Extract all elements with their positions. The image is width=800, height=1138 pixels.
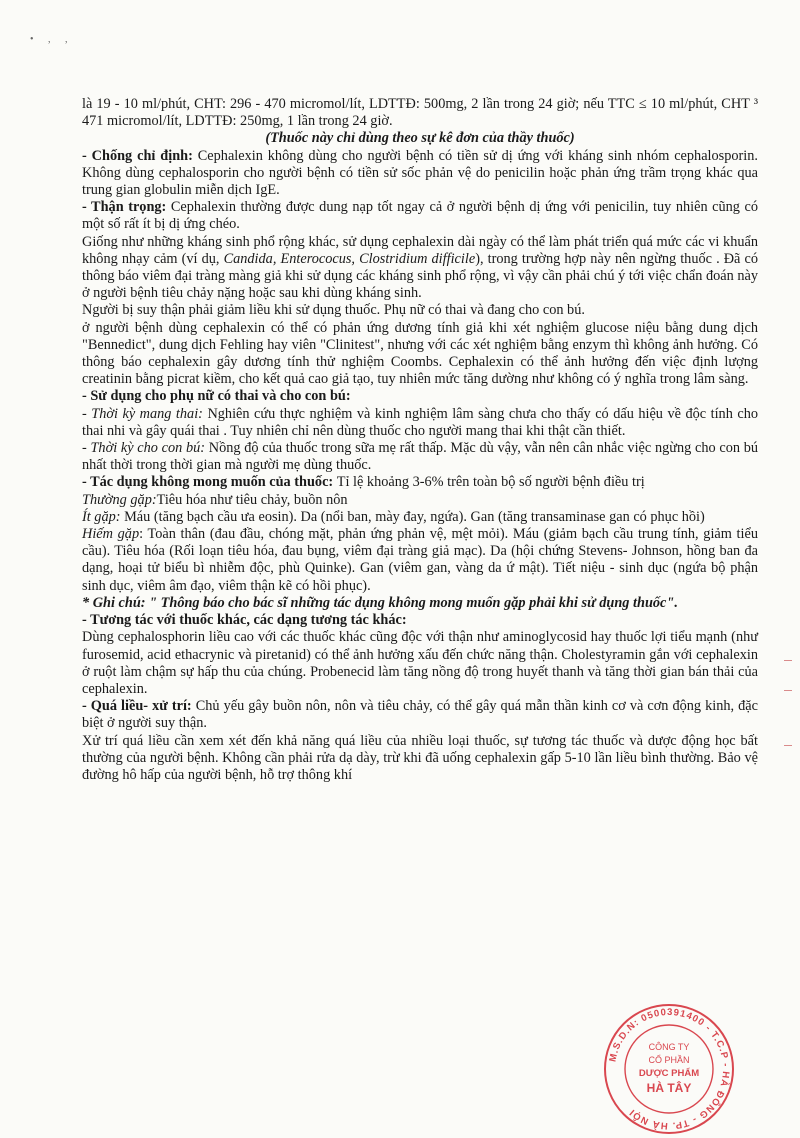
- text-run: ), trong trường hợp này nên ngừng thuốc . Đã có thông báo viêm đại tràng màng giả khi sử dụng các kháng sinh phổ rộng, vì vậy cần phải chú ý tới việc chẩn đoán này ở người bệnh tiêu chảy nặng hoặc sau khi dùng kháng sinh.: [82, 250, 758, 302]
- text-run: Tiêu hóa như tiêu chảy, buồn nôn: [156, 491, 348, 508]
- paragraph: [82, 474, 758, 491]
- text-run: là 19 - 10 ml/phút, CHT: 296 - 470 micromol/lít, LDTTĐ: 500mg, 2 lần trong 24 giờ; nếu TTC ≤ 10 ml/phút, CHT ³ 471 micromol/lít, LDTTĐ: 250mg, 1 lần trong 24 giờ.: [82, 96, 758, 130]
- text-run: - Tương tác với thuốc khác, các dạng tương tác khác:: [82, 612, 407, 629]
- text-run: Nghiên cứu thực nghiệm và kinh nghiệm lâm sàng chưa cho thấy có dấu hiệu về độc tính cho thai nhi và gây quái thai . Tuy nhiên chỉ nên dùng thuốc cho người mang thai khi thật cần thiết.: [82, 405, 758, 439]
- text-run: - Thời kỳ mang thai:: [82, 405, 208, 422]
- paragraph: [82, 595, 758, 612]
- text-run: Ít gặp:: [82, 508, 125, 525]
- paragraph: [82, 612, 758, 629]
- paragraph: [82, 526, 758, 595]
- stamp-ring-text: M.S.D.N: 0500391400 - T.C.P - HÀ ĐÔNG - TP. HÀ NỘI: [607, 1006, 732, 1132]
- edge-mark: [784, 660, 792, 661]
- text-run: - Thận trọng:: [82, 199, 171, 216]
- text-run: Xử trí quá liều cần xem xét đến khả năng quá liều của nhiều loại thuốc, sự tương tác thuốc và dược động học bất thường của người bệnh. Không cần phải rửa dạ dày, trừ khi đã uống cephalexin gấp 5-10 lần liều bình thường. Bảo vệ đường hô hấp của người bệnh, hỗ trợ thông khí: [82, 732, 758, 783]
- paragraph: [82, 234, 758, 303]
- text-run: Giống như những kháng sinh phổ rộng khác, sử dụng cephalexin dài ngày có thể làm phát triển quá mức các vi khuẩn không nhạy cảm (ví dụ,: [82, 233, 758, 267]
- text-run: (Thuốc này chỉ dùng theo sự kê đơn của thầy thuốc): [265, 130, 575, 147]
- text-run: Hiếm gặp: [82, 526, 140, 543]
- edge-mark: [784, 745, 792, 746]
- text-run: Người bị suy thận phải giảm liều khi sử dụng thuốc. Phụ nữ có thai và đang cho con bú.: [82, 302, 585, 319]
- text-run: Thường gặp:: [82, 491, 157, 508]
- corner-scan-marks: • , ,: [30, 34, 74, 45]
- stamp-line-2: CỔ PHẦN: [648, 1055, 690, 1065]
- paragraph: [82, 320, 758, 389]
- paragraph: [82, 733, 758, 785]
- text-run: ở người bệnh dùng cephalexin có thể có phản ứng dương tính giả khi xét nghiệm glucose niệu bằng dung dịch "Bennedict", dung dịch Fehling hay viên "Clinitest", nhưng với các xét nghiệm bằng enzym thì không ảnh hưởng. Có thông báo cephalexin gây dương tính thử nghiệm Coombs. Cephalexin có thể ảnh hưởng đến việc định lượng creatinin bằng picrat kiềm, cho kết quả cao giả tạo, tuy nhiên mức tăng dường như không có ý nghĩa trong lâm sàng.: [82, 319, 758, 388]
- paragraph: [82, 629, 758, 698]
- text-run: - Tác dụng không mong muốn của thuốc:: [82, 474, 337, 491]
- stamp-line-1: CÔNG TY: [648, 1042, 690, 1052]
- text-run: * Ghi chú: " Thông báo cho bác sĩ những tác dụng không mong muốn gặp phải khi sử dụng thuốc".: [82, 594, 678, 611]
- text-run: Cephalexin thường được dung nạp tốt ngay cả ở người bệnh dị ứng với penicilin, tuy nhiên cũng có một số rất ít bị dị ứng chéo.: [82, 199, 758, 233]
- paragraph: [82, 492, 758, 509]
- paragraph: [82, 388, 758, 405]
- text-run: Chủ yếu gây buồn nôn, nôn và tiêu chảy, có thể gây quá mẫn thần kinh cơ và cơn động kinh, đặc biệt ở người suy thận.: [82, 698, 758, 732]
- text-run: Dùng cephalosphorin liều cao với các thuốc khác cũng độc với thận như aminoglycosid hay thuốc lợi tiểu mạnh (như furosemid, acid ethacrynic và piretanid) có thể ảnh hưởng xấu đến chức năng thận. Cholestyramin gắn với cephalexin ở ruột làm chậm sự hấp thu của chúng. Probenecid làm tăng nồng độ trong huyết thanh và tăng thời gian bán thải của cephalexin.: [82, 629, 758, 697]
- text-run: - Sử dụng cho phụ nữ có thai và cho con bú:: [82, 388, 351, 405]
- text-run: Cephalexin không dùng cho người bệnh có tiền sử dị ứng với kháng sinh nhóm cephalosporin. Không dùng cephalosporin cho người bệnh có tiền sử sốc phản vệ do penicilin hoặc phản ứng trầm trọng khác qua trung gian globulin miễn dịch IgE.: [82, 147, 758, 199]
- paragraph: [82, 509, 758, 526]
- text-run: - Chống chỉ định:: [82, 147, 198, 164]
- text-run: - Thời kỳ cho con bú:: [82, 440, 209, 457]
- text-run: Máu (tăng bạch cầu ưa eosin). Da (nổi ban, mày đay, ngứa). Gan (tăng transaminase gan có phục hồi): [124, 508, 705, 525]
- stamp-line-4: HÀ TÂY: [646, 1081, 692, 1095]
- paragraph: [82, 148, 758, 200]
- paragraph: [82, 698, 758, 732]
- paragraph: [82, 199, 758, 233]
- paragraph: [82, 96, 758, 130]
- text-run: : Toàn thân (đau đầu, chóng mặt, phản ứng phản vệ, mệt mỏi). Máu (giảm bạch cầu trung tính, giảm tiểu cầu). Tiêu hóa (Rối loạn tiêu hóa, đau bụng, viêm đại tràng giả mạc). Da (hội chứng Stevens- Johnson, hồng ban đa dạng, hoại tử biểu bì nhiễm độc, phù Quinke). Gan (viêm gan, vàng da ứ mật). Tiết niệu - sinh dục (ngứa bộ phận sinh dục, viêm âm đạo, viêm thận kẽ có hồi phục).: [82, 526, 758, 594]
- stamp-line-3: DƯỢC PHẨM: [638, 1068, 700, 1079]
- text-run: Candida, Enterococus, Clostridium difficile: [223, 250, 476, 267]
- paragraph: [82, 440, 758, 474]
- text-run: - Quá liều- xử trí:: [82, 698, 196, 715]
- text-run: Nồng độ của thuốc trong sữa mẹ rất thấp. Mặc dù vậy, vẫn nên cân nhắc việc ngừng cho con bú nhất thời trong thời gian mà người mẹ dùng thuốc.: [82, 440, 758, 474]
- paragraph: [82, 302, 758, 319]
- edge-mark: [784, 690, 792, 691]
- paragraph: [82, 406, 758, 440]
- text-run: Tỉ lệ khoảng 3-6% trên toàn bộ số người bệnh điều trị: [336, 474, 645, 491]
- document-body: [82, 96, 758, 784]
- paragraph: [82, 130, 758, 147]
- company-stamp: [600, 1000, 738, 1138]
